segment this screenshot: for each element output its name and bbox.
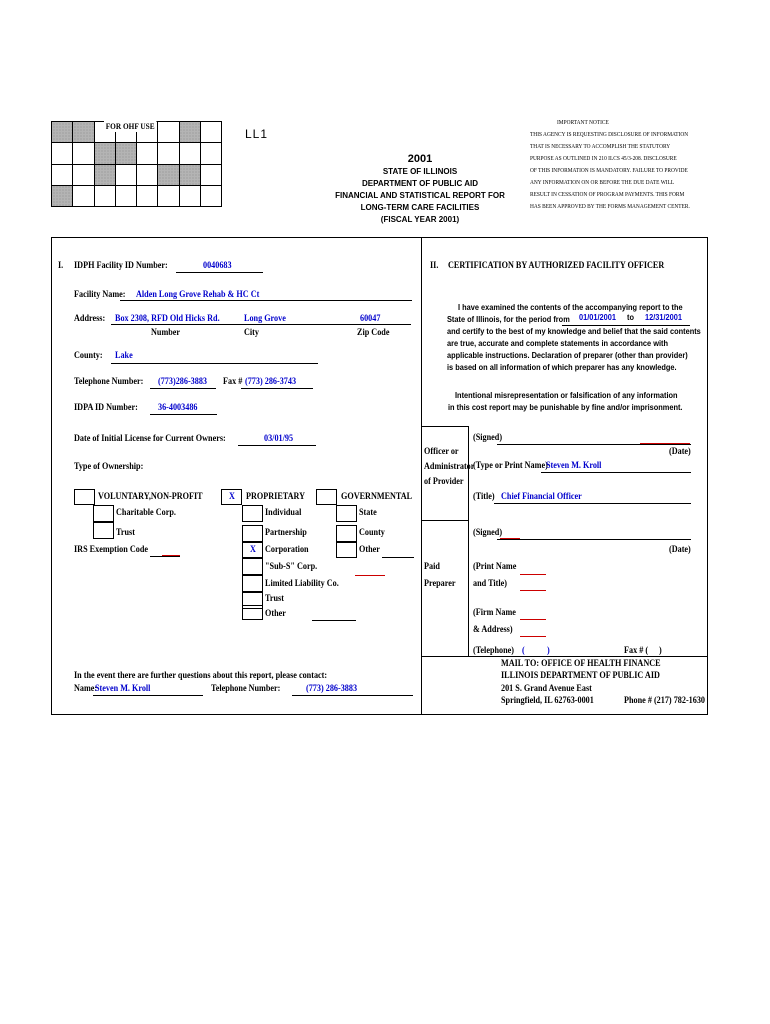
partnership-label: Partnership [265,528,307,538]
llc-label: Limited Liability Co. [265,579,339,589]
and-address-label: & Address) [473,625,513,635]
ohf-use-label: FOR OHF USE [105,121,155,131]
ohf-grid-cell [201,164,222,185]
notice-line: THIS AGENCY IS REQUESTING DISCLOSURE OF INFORMATION [530,132,689,138]
mail-line-3: 201 S. Grand Avenue East [501,684,592,694]
telephone-label: (Telephone) [473,646,515,656]
facility-label: Facility Name: [74,290,126,300]
mail-line-2: ILLINOIS DEPARTMENT OF PUBLIC AID [501,671,660,681]
ohf-grid-cell [179,164,200,185]
governmental-label: GOVERNMENTAL [341,492,413,502]
state-checkbox[interactable] [336,505,357,522]
fax-value[interactable]: (773) 286-3743 [245,377,297,387]
phone-underline [150,388,216,389]
report-title-1: FINANCIAL AND STATISTICAL REPORT FOR [335,191,505,200]
notice-line: RESULT IN CESSATION OF PROGRAM PAYMENTS. THIS FORM [530,192,685,198]
title-underline [494,503,691,504]
ohf-grid-cell [94,185,115,206]
address-value[interactable]: Box 2308, RFD Old Hicks Rd. [115,314,220,324]
city-value[interactable]: Long Grove [244,314,286,324]
ohf-grid-cell [115,143,136,164]
proprietary-label: PROPRIETARY [246,492,306,502]
form-bottom-border [51,714,708,715]
signed2-red-mark [500,538,520,539]
cert-line-1: I have examined the contents of the accompanying report to the [458,302,683,312]
county-label: County: [74,351,103,361]
notice-line: PURPOSE AS OUTLINED IN 210 ILCS 45/3-208. DISCLOSURE [530,156,677,162]
report-year: 2001 [407,153,433,165]
county-checkbox-label: County [359,528,385,538]
voluntary-checkbox[interactable] [74,489,95,505]
ohf-grid-cell [115,164,136,185]
idpa-underline [150,414,217,415]
signed-underline[interactable] [497,444,691,445]
cert-line-4: are true, accurate and complete statements in accordance with [447,338,668,348]
ohf-grid-cell [73,164,94,185]
report-title-2: LONG-TERM CARE FACILITIES [360,203,480,212]
telephone-paren-open: ( [522,646,525,656]
ohf-grid-cell [73,122,94,143]
license-value[interactable]: 03/01/95 [264,434,294,444]
officer-label-1: Officer or [424,447,459,457]
ohf-grid-cell [73,185,94,206]
officer-label-3: of Provider [424,477,464,487]
fax-label: Fax # [223,377,243,387]
address-underline [111,324,411,325]
cert-line-3: and certify to the best of my knowledge and belief that the said contents [447,326,701,336]
officer-top-line [421,426,468,427]
section-2-roman: II. [430,261,439,271]
signed-label: (Signed) [473,433,503,443]
subs-label: "Sub-S" Corp. [265,562,318,572]
fax-underline [241,388,313,389]
fax-label-2: Fax # ( [624,646,649,656]
signed-red-mark [640,443,690,444]
period-to[interactable]: 12/31/2001 [645,312,682,322]
idpa-label: IDPA ID Number: [74,403,138,413]
type-print-label: (Type or Print Name) [473,461,548,471]
trust2-label: Trust [265,594,284,604]
firm-red-2 [520,636,546,637]
notice-line: HAS BEEN APPROVED BY THE FORMS MANAGEMENT CENTER. [530,204,690,210]
title-label: (Title) [473,492,495,502]
ohf-grid-cell [137,185,158,206]
officer-label-2: Administrator [424,462,475,472]
facility-value[interactable]: Alden Long Grove Rehab & HC Ct [136,290,260,300]
irs-label: IRS Exemption Code [74,545,149,555]
contact-name-value[interactable]: Steven M. Kroll [95,684,151,694]
idph-underline [176,272,263,273]
phone-value[interactable]: (773)286-3883 [158,377,208,387]
corporation-mark: X [250,545,256,555]
officer-name-underline [541,472,691,473]
number-caption: Number [151,328,181,338]
cert-line-5: applicable instructions. Declaration of preparer (other than provider) [447,350,688,360]
section-1-roman: I. [58,261,64,271]
contact-name-label: Name: [74,684,98,694]
dept-title: DEPARTMENT OF PUBLIC AID [362,179,478,188]
warn-line-2: in this cost report may be punishable by fine and/or imprisonment. [448,402,683,412]
date-label: (Date) [669,447,691,457]
ohf-grid-cell [52,164,73,185]
form-top-border [51,237,708,238]
individual-checkbox[interactable] [242,505,263,522]
ohf-use-grid [51,121,222,207]
ohf-grid-cell [158,185,179,206]
zip-caption: Zip Code [357,328,390,338]
form-code: LL1 [245,127,269,141]
ohf-grid-cell [94,164,115,185]
and-title-label: and Title) [473,579,507,589]
fiscal-year: (FISCAL YEAR 2001) [380,215,460,224]
address-label: Address: [74,314,106,324]
cert-line-6: is based on all information of which preparer has any knowledge. [447,362,677,372]
ohf-grid-cell [179,143,200,164]
mail-line-1: MAIL TO: OFFICE OF HEALTH FINANCE [501,659,661,669]
signed2-underline[interactable] [497,539,691,540]
form-left-border [51,237,52,714]
firm-name-label: (Firm Name [473,608,516,618]
officer-name[interactable]: Steven M. Kroll [546,461,602,471]
charitable-checkbox[interactable] [93,505,114,522]
ohf-grid-cell [137,143,158,164]
ohf-grid-cell [115,185,136,206]
mail-phone: Phone # (217) 782-1630 [624,696,706,706]
ohf-grid-cell [52,185,73,206]
ohf-grid-cell [52,143,73,164]
contact-phone-label: Telephone Number: [211,684,281,694]
date2-label: (Date) [669,545,691,555]
telephone-paren-close: ) [547,646,550,656]
contact-text: In the event there are further questions about this report, please contact: [74,671,328,681]
county-checkbox[interactable] [336,525,357,542]
print-name-red-2 [520,590,546,591]
corporation-label: Corporation [265,545,309,555]
trust-label: Trust [116,528,135,538]
ohf-grid-cell [158,143,179,164]
ohf-grid-cell [52,122,73,143]
other2-label: Other [359,545,380,555]
preparer-bottom-line [421,656,707,657]
zip-value[interactable]: 60047 [360,314,381,324]
ohf-grid-cell [158,164,179,185]
other2-underline [382,557,414,558]
ohf-grid-cell [73,143,94,164]
other-checkbox[interactable] [242,605,263,620]
fax-close: ) [659,646,662,656]
llc-checkbox[interactable] [242,575,263,592]
idpa-value[interactable]: 36-4003486 [158,403,198,413]
ohf-grid-cell [179,122,200,143]
period-to-label: to [627,312,634,322]
county-underline [111,363,318,364]
contact-phone-value[interactable]: (773) 286-3883 [306,684,358,694]
notice-line: OF THIS INFORMATION IS MANDATORY. FAILURE TO PROVIDE [530,168,688,174]
voluntary-label: VOLUNTARY,NON-PROFIT [98,492,203,502]
state-title: STATE OF ILLINOIS [382,167,458,176]
cert-line-2: State of Illinois, for the period from [447,314,570,324]
contact-name-underline [93,695,203,696]
city-caption: City [244,328,259,338]
idph-value[interactable]: 0040683 [203,261,232,271]
signed2-label: (Signed) [473,528,503,538]
officer-bottom-line [421,520,468,521]
individual-label: Individual [265,508,302,518]
notice-heading: IMPORTANT NOTICE [557,120,609,126]
ohf-grid-cell [201,122,222,143]
state-label: State [359,508,377,518]
partnership-checkbox[interactable] [242,525,263,542]
notice-line: THAT IS NECESSARY TO ACCOMPLISH THE STATUTORY [530,144,671,150]
ownership-label: Type of Ownership: [74,462,144,472]
ohf-grid-cell [94,143,115,164]
ohf-grid-cell [201,143,222,164]
proprietary-mark: X [229,492,235,502]
ohf-grid-cell [179,185,200,206]
license-label: Date of Initial License for Current Owners: [74,434,226,444]
paid-label: Paid [424,562,440,572]
trust-checkbox[interactable] [93,522,114,539]
ohf-grid-cell [137,164,158,185]
other-label: Other [265,609,286,619]
idph-label: IDPH Facility ID Number: [74,261,168,271]
print-name-label: (Print Name [473,562,517,572]
county-value[interactable]: Lake [115,351,133,361]
ohf-grid-cell [158,122,179,143]
preparer-label: Preparer [424,579,456,589]
title-value[interactable]: Chief Financial Officer [501,492,582,502]
phone-label: Telephone Number: [74,377,144,387]
notice-line: ANY INFORMATION ON OR BEFORE THE DUE DATE WILL [530,180,675,186]
license-underline [238,445,316,446]
form-right-border [707,237,708,714]
charitable-label: Charitable Corp. [116,508,176,518]
section-2-heading: CERTIFICATION BY AUTHORIZED FACILITY OFFICER [448,261,665,271]
irs-red-mark [162,555,180,556]
irs-underline [150,556,180,557]
contact-phone-underline [292,695,413,696]
warn-line-1: Intentional misrepresentation or falsification of any information [455,390,678,400]
ohf-grid-cell [201,185,222,206]
governmental-checkbox[interactable] [316,489,337,505]
subs-checkbox[interactable] [242,558,263,575]
mail-line-4: Springfield, IL 62763-0001 [501,696,594,706]
period-from[interactable]: 01/01/2001 [579,312,616,322]
print-name-red-1 [520,574,546,575]
firm-red-1 [520,619,546,620]
other-underline [312,620,356,621]
subs-red-mark [355,575,385,576]
other2-checkbox[interactable] [336,542,357,558]
facility-underline [120,300,412,301]
section-divider [421,237,422,714]
